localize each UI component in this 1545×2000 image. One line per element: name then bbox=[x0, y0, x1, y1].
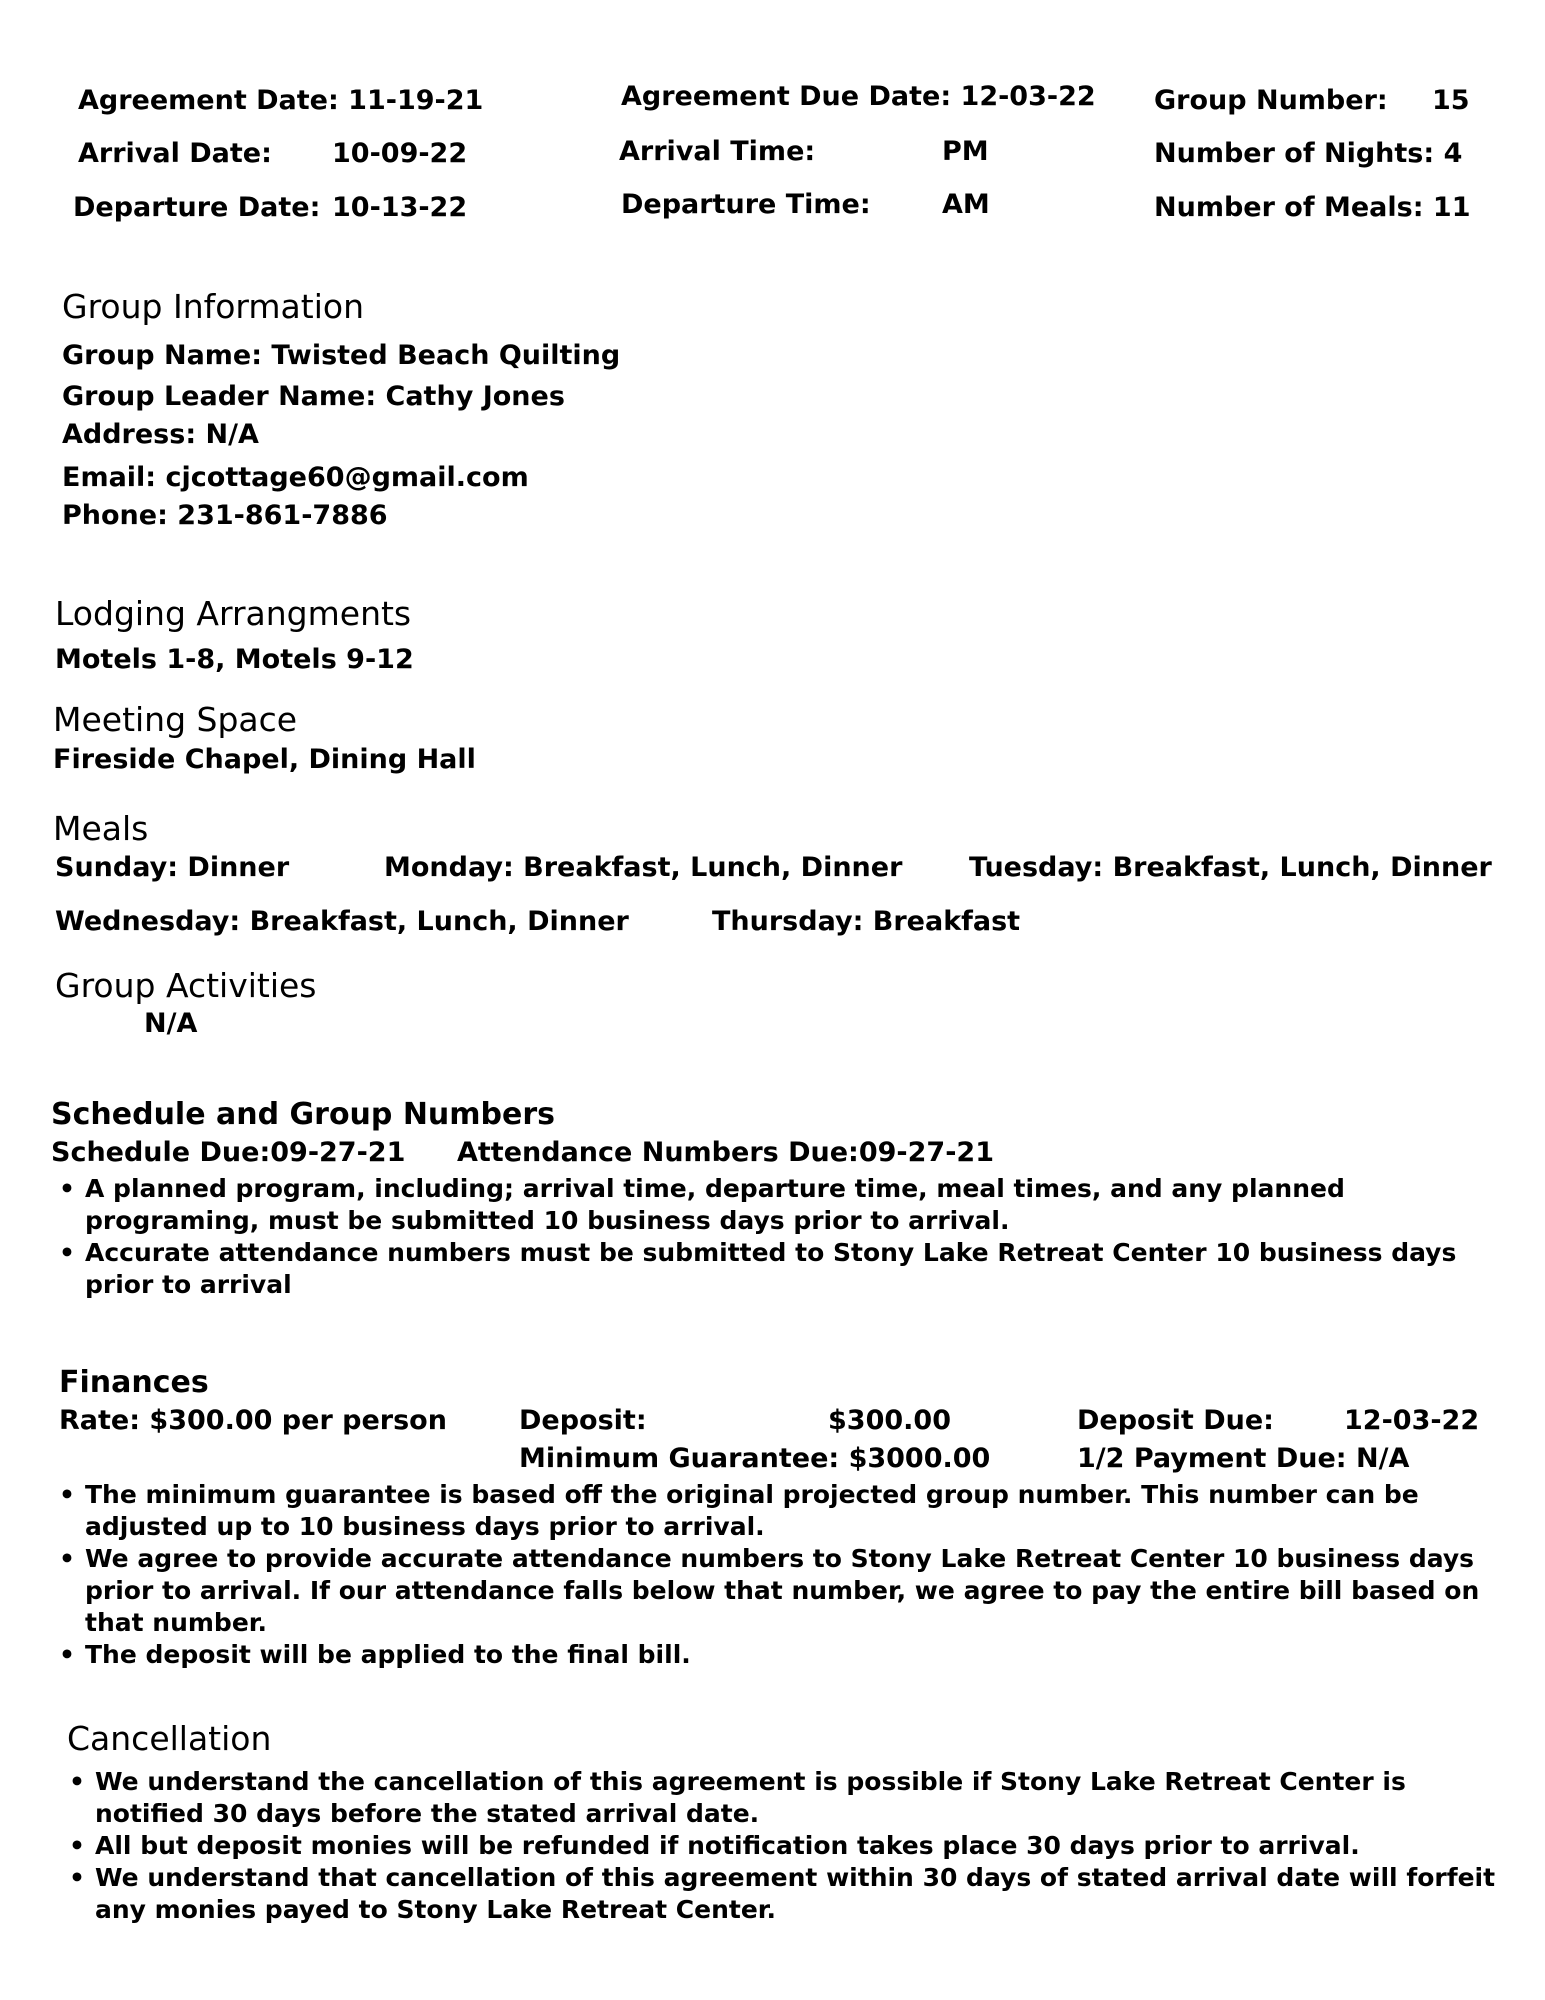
list-item: • The minimum guarantee is based off the original projected group number. This number can be adjusted up to 10 business days prior to arrival. bbox=[85, 1479, 1485, 1543]
list-item: • The deposit will be applied to the final bill. bbox=[85, 1639, 1485, 1671]
cancellation-heading: Cancellation bbox=[67, 1719, 272, 1758]
deposit-due-value: 12-03-22 bbox=[1344, 1405, 1480, 1436]
number-of-nights: Number of Nights: 4 bbox=[1154, 138, 1463, 169]
group-phone: Phone: 231-861-7886 bbox=[62, 500, 388, 531]
lodging-value: Motels 1-8, Motels 9-12 bbox=[55, 644, 414, 675]
deposit-due-label: Deposit Due: bbox=[1077, 1405, 1274, 1436]
departure-time-label: Departure Time: bbox=[621, 189, 871, 220]
agreement-date: Agreement Date: 11-19-21 bbox=[78, 85, 484, 116]
meals-heading: Meals bbox=[53, 809, 149, 848]
departure-date-label: Departure Date: bbox=[73, 192, 321, 223]
arrival-time-label: Arrival Time: bbox=[619, 136, 816, 167]
finance-rate: Rate: $300.00 per person bbox=[59, 1405, 447, 1436]
group-address: Address: N/A bbox=[62, 419, 259, 450]
meal-tuesday: Tuesday: Breakfast, Lunch, Dinner bbox=[969, 852, 1492, 883]
arrival-time-value: PM bbox=[942, 136, 989, 167]
attendance-due: Attendance Numbers Due:09-27-21 bbox=[457, 1137, 994, 1168]
schedule-heading: Schedule and Group Numbers bbox=[51, 1097, 556, 1132]
finances-bullets bbox=[53, 1479, 1485, 1671]
finances-heading: Finances bbox=[59, 1365, 209, 1400]
deposit-value: $300.00 bbox=[828, 1405, 951, 1436]
activities-value: N/A bbox=[144, 1008, 198, 1039]
list-item: • We understand the cancellation of this agreement is possible if Stony Lake Retreat Center is notified 30 days before the stated arrival date. bbox=[95, 1766, 1505, 1830]
lodging-heading: Lodging Arrangments bbox=[55, 594, 412, 633]
departure-date-value: 10-13-22 bbox=[332, 192, 468, 223]
activities-heading: Group Activities bbox=[55, 966, 317, 1005]
meal-wednesday: Wednesday: Breakfast, Lunch, Dinner bbox=[55, 906, 629, 937]
half-payment-due: 1/2 Payment Due: N/A bbox=[1077, 1443, 1410, 1474]
group-leader: Group Leader Name: Cathy Jones bbox=[62, 381, 565, 412]
agreement-due-date: Agreement Due Date: 12-03-22 bbox=[621, 81, 1096, 112]
number-of-meals: Number of Meals: 11 bbox=[1154, 192, 1471, 223]
group-info-heading: Group Information bbox=[62, 287, 364, 326]
list-item: • A planned program, including; arrival time, departure time, meal times, and any planned programing, must be submitted 10 business days prior to arrival. bbox=[85, 1173, 1485, 1237]
group-name: Group Name: Twisted Beach Quilting bbox=[62, 340, 621, 371]
deposit-label: Deposit: bbox=[519, 1405, 647, 1436]
cancellation-bullets bbox=[63, 1766, 1505, 1926]
list-item: • Accurate attendance numbers must be submitted to Stony Lake Retreat Center 10 business days prior to arrival bbox=[85, 1237, 1485, 1301]
arrival-date-value: 10-09-22 bbox=[332, 138, 468, 169]
meal-sunday: Sunday: Dinner bbox=[55, 852, 290, 883]
meeting-value: Fireside Chapel, Dining Hall bbox=[53, 744, 476, 775]
departure-time-value: AM bbox=[942, 189, 990, 220]
group-number-value: 15 bbox=[1432, 85, 1470, 116]
group-number-label: Group Number: bbox=[1154, 85, 1388, 116]
minimum-guarantee: Minimum Guarantee: $3000.00 bbox=[519, 1443, 991, 1474]
schedule-bullets bbox=[53, 1173, 1485, 1301]
arrival-date-label: Arrival Date: bbox=[78, 138, 272, 169]
group-email: Email: cjcottage60@gmail.com bbox=[62, 462, 529, 493]
list-item: • We understand that cancellation of this agreement within 30 days of stated arrival date will forfeit any monies payed to Stony Lake Retreat Center. bbox=[95, 1862, 1505, 1926]
meal-thursday: Thursday: Breakfast bbox=[712, 906, 1021, 937]
list-item: • All but deposit monies will be refunded if notification takes place 30 days prior to arrival. bbox=[95, 1830, 1505, 1862]
schedule-due: Schedule Due:09-27-21 bbox=[51, 1137, 406, 1168]
meal-monday: Monday: Breakfast, Lunch, Dinner bbox=[384, 852, 903, 883]
list-item: • We agree to provide accurate attendance numbers to Stony Lake Retreat Center 10 business days prior to arrival. If our attendance falls below that number, we agree to pay the entire bill based on that number. bbox=[85, 1543, 1485, 1639]
meeting-heading: Meeting Space bbox=[53, 700, 298, 739]
